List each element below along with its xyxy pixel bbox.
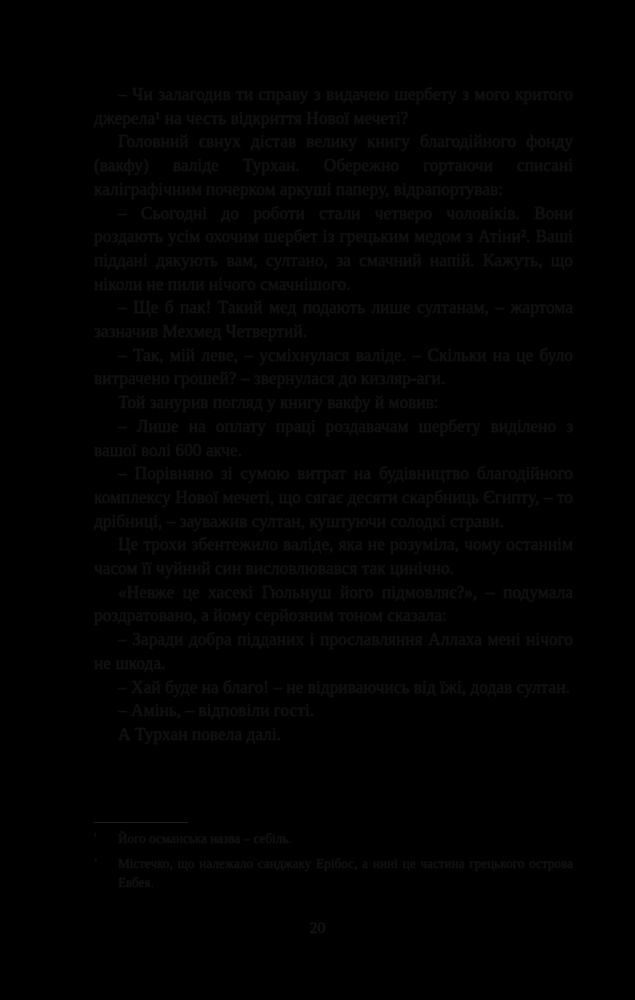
paragraph: Той занурив погляд у книгу вакфу й мовив: [118, 392, 439, 413]
paragraph: – Лише на оплату праці роздавачам шербету виділено з вашої волі 600 акче. [94, 415, 573, 460]
paragraph: А Турхан повела далі. [118, 723, 282, 744]
paragraph: – Хай буде на благо! – не відриваючись від їжі, додав султан. [118, 676, 570, 697]
footnote-divider [94, 822, 188, 823]
paragraph: – Заради добра підданих і прославляння Аллаха мені нічого не шкода. [94, 629, 573, 673]
main-text [94, 83, 573, 747]
paragraph: Це трохи збентежило валіде, яка не розуміла, чому останнім часом її чуйний син висловлювався так цинічно. [94, 534, 573, 579]
paragraph: «Невже це хасекі Гюльнуш його підмовляє?», – подумала роздратовано, а йому серйозним тоном сказала: [94, 581, 573, 626]
footnote-text: Його османська назва – себіль. [118, 831, 292, 846]
footnotes [94, 829, 573, 898]
footnote [94, 829, 573, 849]
paragraph: – Сьогодні до роботи стали четверо чоловіків. Вони роздають усім охочим шербет із грецьким медом з Атіни². Ваші піддані дякують вам, султано, за смачний напій. Кажуть, що ніколи не пили нічого смачнішого. [94, 202, 573, 294]
page-number: 20 [309, 920, 326, 937]
paragraph: – Амінь, – відповіли гості. [118, 700, 315, 721]
paragraph: – Чи залагодив ти справу з видачею шербету з мого критого джерела¹ на честь відкриття Нової мечеті? [94, 84, 573, 128]
paragraph: – Так, мій леве, – усміхнулася валіде. – Скільки на це було витрачено грошей? – звернулася до кизляр-аги. [94, 344, 573, 389]
footnote [94, 854, 573, 893]
paragraph: – Порівняно зі сумою витрат на будівництво благодійного комплексу Нової мечеті, що сягає десяти скарбниць Єгипту, – то дрібниці, – зауважив султан, куштуючи солодкі страви. [94, 463, 573, 531]
footnote-mark: ² [94, 855, 97, 866]
paragraph: Головний євнух дістав велику книгу благодійного фонду (вакфу) валіде Турхан. Обережно гортаючи списані каліграфічним почерком аркуші паперу, відрапортував: [94, 131, 573, 199]
footnote-text: Містечко, що належало санджаку Ерібос, а нині це частина грецького острова Евбея. [118, 855, 573, 890]
paragraph: – Ще б пак! Такий мед подають лише султанам, – жартома зазначив Мехмед Четвертий. [94, 297, 573, 342]
footnote-mark: ¹ [94, 831, 97, 841]
